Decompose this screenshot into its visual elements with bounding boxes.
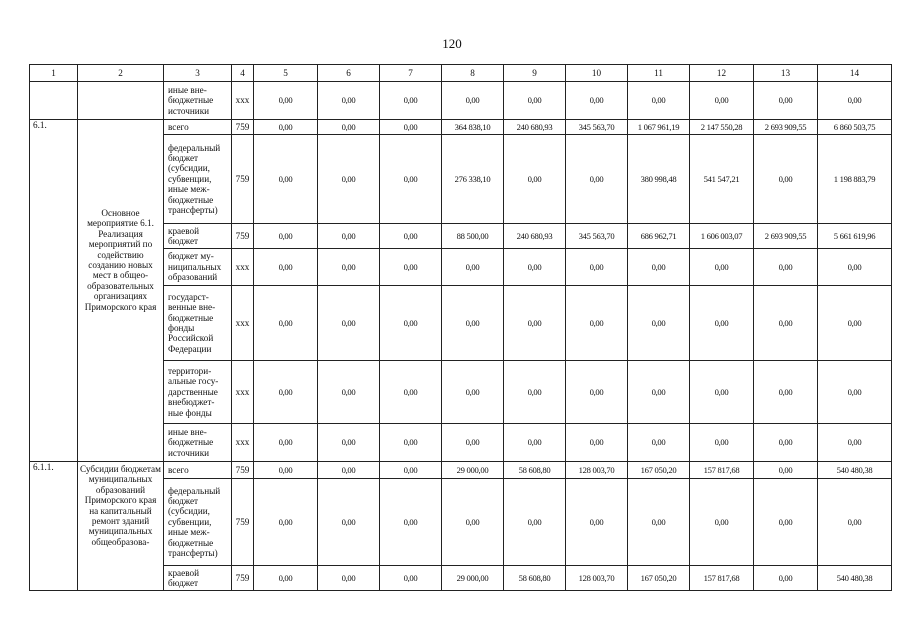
amount-cell: 0,00 [690, 424, 754, 462]
amount-cell: 0,00 [818, 249, 892, 286]
amount-cell: 58 608,80 [504, 566, 566, 591]
budget-table [29, 64, 892, 591]
amount-cell: 240 680,93 [504, 224, 566, 249]
budget-code: 759 [232, 566, 254, 591]
amount-cell: 0,00 [318, 224, 380, 249]
amount-cell: 0,00 [380, 286, 442, 361]
funding-source: краевой бюджет [164, 566, 232, 591]
amount-cell: 0,00 [504, 424, 566, 462]
amount-cell: 345 563,70 [566, 120, 628, 135]
amount-cell: 0,00 [318, 462, 380, 479]
table-row [30, 120, 892, 135]
header-cell: 1 [30, 65, 78, 82]
header-cell: 9 [504, 65, 566, 82]
amount-cell: 157 817,68 [690, 566, 754, 591]
amount-cell: 0,00 [504, 361, 566, 424]
amount-cell: 0,00 [690, 82, 754, 120]
funding-source: бюджет му-ниципальных образований [164, 249, 232, 286]
amount-cell: 0,00 [754, 249, 818, 286]
amount-cell: 0,00 [380, 135, 442, 224]
funding-source: краевой бюджет [164, 224, 232, 249]
amount-cell: 0,00 [754, 462, 818, 479]
amount-cell: 345 563,70 [566, 224, 628, 249]
amount-cell: 0,00 [566, 424, 628, 462]
amount-cell: 0,00 [504, 82, 566, 120]
amount-cell: 0,00 [442, 286, 504, 361]
amount-cell: 0,00 [318, 424, 380, 462]
amount-cell: 0,00 [504, 135, 566, 224]
amount-cell: 0,00 [254, 361, 318, 424]
amount-cell: 0,00 [254, 424, 318, 462]
amount-cell: 0,00 [254, 82, 318, 120]
amount-cell: 364 838,10 [442, 120, 504, 135]
amount-cell: 0,00 [380, 462, 442, 479]
amount-cell: 58 608,80 [504, 462, 566, 479]
amount-cell: 5 661 619,96 [818, 224, 892, 249]
amount-cell: 0,00 [318, 135, 380, 224]
amount-cell: 0,00 [504, 286, 566, 361]
amount-cell: 0,00 [254, 286, 318, 361]
amount-cell: 2 693 909,55 [754, 120, 818, 135]
amount-cell: 0,00 [254, 135, 318, 224]
amount-cell: 0,00 [380, 120, 442, 135]
amount-cell: 0,00 [818, 82, 892, 120]
amount-cell: 0,00 [380, 361, 442, 424]
amount-cell: 2 693 909,55 [754, 224, 818, 249]
funding-source: всего [164, 462, 232, 479]
amount-cell: 0,00 [318, 82, 380, 120]
budget-code: 759 [232, 479, 254, 566]
header-cell: 12 [690, 65, 754, 82]
amount-cell: 0,00 [442, 361, 504, 424]
amount-cell: 0,00 [442, 479, 504, 566]
amount-cell: 128 003,70 [566, 462, 628, 479]
budget-code: 759 [232, 135, 254, 224]
amount-cell: 0,00 [566, 82, 628, 120]
amount-cell: 0,00 [566, 479, 628, 566]
amount-cell: 540 480,38 [818, 462, 892, 479]
amount-cell: 0,00 [380, 249, 442, 286]
funding-source: всего [164, 120, 232, 135]
amount-cell: 0,00 [380, 566, 442, 591]
amount-cell: 0,00 [818, 286, 892, 361]
header-cell: 8 [442, 65, 504, 82]
amount-cell: 0,00 [380, 82, 442, 120]
code-cell [30, 82, 78, 120]
amount-cell: 0,00 [754, 566, 818, 591]
amount-cell: 0,00 [754, 479, 818, 566]
header-cell: 14 [818, 65, 892, 82]
budget-code: 759 [232, 462, 254, 479]
amount-cell: 0,00 [318, 286, 380, 361]
funding-source: иные вне-бюджетные источники [164, 424, 232, 462]
amount-cell: 541 547,21 [690, 135, 754, 224]
amount-cell: 0,00 [318, 566, 380, 591]
funding-source: федеральный бюджет (субсидии, субвенции, иные меж-бюджетные трансферты) [164, 135, 232, 224]
amount-cell: 0,00 [754, 361, 818, 424]
amount-cell: 0,00 [566, 286, 628, 361]
budget-code: 759 [232, 120, 254, 135]
amount-cell: 0,00 [690, 479, 754, 566]
header-row [30, 65, 892, 82]
header-cell: 10 [566, 65, 628, 82]
amount-cell: 0,00 [318, 361, 380, 424]
amount-cell: 0,00 [254, 462, 318, 479]
measure-name-cell [78, 120, 164, 462]
amount-cell: 0,00 [818, 479, 892, 566]
table-row [30, 82, 892, 120]
measure-code: 6.1.1. [30, 462, 78, 591]
amount-cell: 0,00 [754, 82, 818, 120]
amount-cell: 0,00 [318, 479, 380, 566]
measure-code: 6.1. [30, 120, 78, 462]
header-cell: 11 [628, 65, 690, 82]
amount-cell: 0,00 [504, 249, 566, 286]
amount-cell: 0,00 [818, 361, 892, 424]
amount-cell: 0,00 [754, 424, 818, 462]
amount-cell: 0,00 [254, 249, 318, 286]
amount-cell: 540 480,38 [818, 566, 892, 591]
amount-cell: 380 998,48 [628, 135, 690, 224]
amount-cell: 0,00 [566, 361, 628, 424]
amount-cell: 0,00 [442, 424, 504, 462]
page-number: 120 [442, 36, 462, 51]
amount-cell: 0,00 [690, 249, 754, 286]
amount-cell: 0,00 [566, 249, 628, 286]
amount-cell: 0,00 [254, 120, 318, 135]
amount-cell: 157 817,68 [690, 462, 754, 479]
amount-cell: 0,00 [380, 224, 442, 249]
measure-name: Субсидии бюджетам муниципальных образований Приморского края на капитальный ремонт зданий муниципальных общеобразова- [80, 464, 161, 547]
amount-cell: 2 147 550,28 [690, 120, 754, 135]
header-cell: 7 [380, 65, 442, 82]
budget-code: xxx [232, 286, 254, 361]
amount-cell: 0,00 [690, 361, 754, 424]
header-cell: 6 [318, 65, 380, 82]
budget-code: xxx [232, 249, 254, 286]
budget-code: xxx [232, 424, 254, 462]
amount-cell: 167 050,20 [628, 566, 690, 591]
name-cell [78, 82, 164, 120]
amount-cell: 0,00 [628, 286, 690, 361]
amount-cell: 276 338,10 [442, 135, 504, 224]
amount-cell: 128 003,70 [566, 566, 628, 591]
header-cell: 2 [78, 65, 164, 82]
amount-cell: 0,00 [254, 224, 318, 249]
amount-cell: 0,00 [754, 286, 818, 361]
header-cell: 3 [164, 65, 232, 82]
amount-cell: 6 860 503,75 [818, 120, 892, 135]
header-cell: 4 [232, 65, 254, 82]
amount-cell: 0,00 [628, 479, 690, 566]
budget-code: xxx [232, 361, 254, 424]
amount-cell: 0,00 [628, 82, 690, 120]
amount-cell: 0,00 [380, 424, 442, 462]
funding-source: государст-венные вне-бюджетные фонды Российской Федерации [164, 286, 232, 361]
amount-cell: 0,00 [442, 249, 504, 286]
amount-cell: 0,00 [442, 82, 504, 120]
amount-cell: 0,00 [380, 479, 442, 566]
amount-cell: 167 050,20 [628, 462, 690, 479]
amount-cell: 0,00 [254, 566, 318, 591]
amount-cell: 0,00 [504, 479, 566, 566]
amount-cell: 0,00 [566, 135, 628, 224]
table-row [30, 462, 892, 479]
measure-name: Основное мероприятие 6.1. Реализация мероприятий по содействию созданию новых мест в общео-образовательных организациях Приморского края [84, 208, 157, 312]
amount-cell: 0,00 [818, 424, 892, 462]
amount-cell: 1 606 003,07 [690, 224, 754, 249]
amount-cell: 0,00 [318, 120, 380, 135]
funding-source: иные вне-бюджетные источники [164, 82, 232, 120]
amount-cell: 0,00 [318, 249, 380, 286]
amount-cell: 0,00 [754, 135, 818, 224]
funding-source: федеральный бюджет (субсидии, субвенции, иные меж-бюджетные трансферты) [164, 479, 232, 566]
amount-cell: 0,00 [690, 286, 754, 361]
amount-cell: 1 067 961,19 [628, 120, 690, 135]
header-cell: 13 [754, 65, 818, 82]
amount-cell: 0,00 [628, 424, 690, 462]
amount-cell: 88 500,00 [442, 224, 504, 249]
amount-cell: 0,00 [254, 479, 318, 566]
measure-name-cell [78, 462, 164, 591]
amount-cell: 0,00 [628, 249, 690, 286]
amount-cell: 29 000,00 [442, 462, 504, 479]
amount-cell: 0,00 [628, 361, 690, 424]
amount-cell: 29 000,00 [442, 566, 504, 591]
amount-cell: 686 962,71 [628, 224, 690, 249]
header-cell: 5 [254, 65, 318, 82]
amount-cell: 240 680,93 [504, 120, 566, 135]
budget-code: xxx [232, 82, 254, 120]
budget-code: 759 [232, 224, 254, 249]
amount-cell: 1 198 883,79 [818, 135, 892, 224]
funding-source: территори-альные госу-дарственные внебюджет-ные фонды [164, 361, 232, 424]
